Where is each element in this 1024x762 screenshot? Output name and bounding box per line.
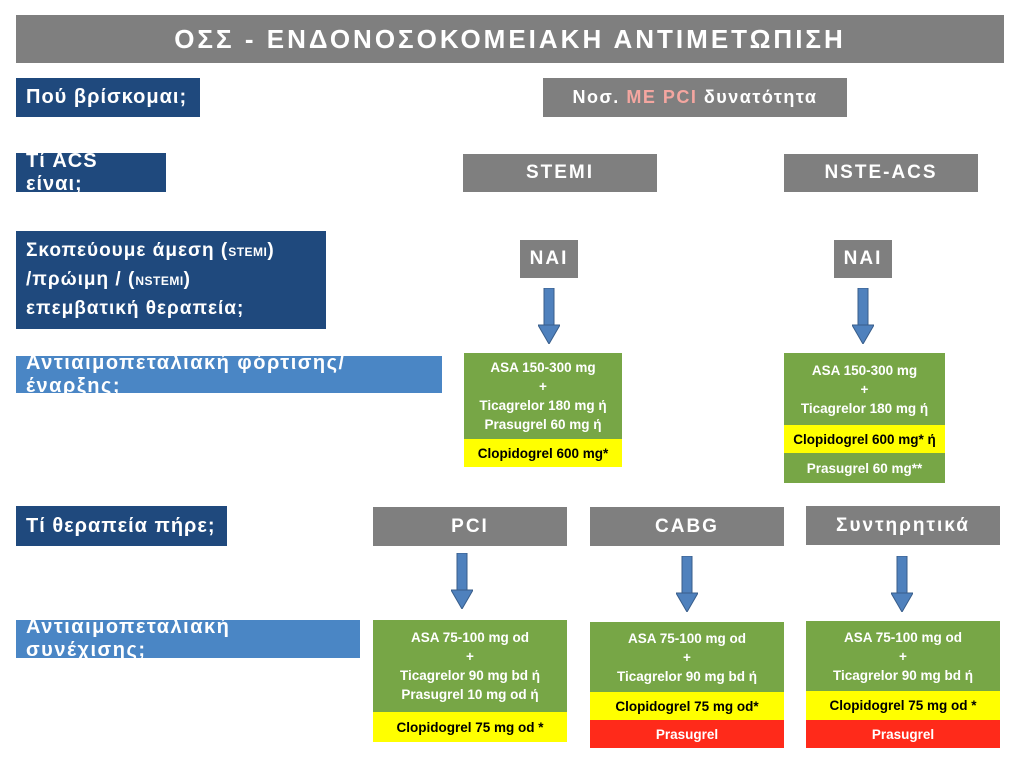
nste-loading-prasugrel: Prasugrel 60 mg** [784, 453, 945, 483]
down-arrow-icon [852, 288, 874, 344]
nste-acs-box: NSTE-ACS [784, 154, 978, 192]
stemi-loading-clopidogrel: Clopidogrel 600 mg* [464, 439, 622, 467]
location-box [543, 78, 847, 117]
down-arrow-icon [451, 553, 473, 609]
invasive-line-2: /πρώιμη / (NSTEMI) [26, 269, 191, 290]
location-suffix: δυνατότητα [703, 87, 818, 107]
question-loading: Αντιαιμοπεταλιακή φόρτισης/έναρξης; [16, 356, 442, 393]
invasive-line-1: Σκοπεύουμε άμεση (STEMI) [26, 240, 275, 261]
page-title: ΟΣΣ - ΕΝΔΟΝΟΣΟΚΟΜΕΙΑΚΗ ΑΝΤΙΜΕΤΩΠΙΣΗ [16, 15, 1004, 63]
location-accent: ΜΕ PCI [626, 87, 698, 107]
question-continuation: Αντιαιμοπεταλιακή συνέχισης; [16, 620, 360, 658]
stemi-box: STEMI [463, 154, 657, 192]
pci-continuation-box: ASA 75-100 mg od + Ticagrelor 90 mg bd ή Prasugrel 10 mg od ή [373, 620, 567, 712]
cabg-continuation-box: ASA 75-100 mg od + Ticagrelor 90 mg bd ή [590, 622, 784, 692]
question-therapy: Τί θεραπεία πήρε; [16, 506, 227, 546]
cabg-continuation-prasugrel: Prasugrel [590, 720, 784, 748]
nste-loading-clopidogrel: Clopidogrel 600 mg* ή [784, 425, 945, 453]
down-arrow-icon [891, 556, 913, 612]
conservative-continuation-box: ASA 75-100 mg od + Ticagrelor 90 mg bd ή [806, 621, 1000, 691]
cabg-box: CABG [590, 507, 784, 546]
question-invasive [16, 231, 326, 329]
nste-yes-box: ΝΑΙ [834, 240, 892, 278]
cabg-continuation-clopidogrel: Clopidogrel 75 mg od* [590, 692, 784, 720]
conservative-box: Συντηρητικά [806, 506, 1000, 545]
question-where: Πού βρίσκομαι; [16, 78, 200, 117]
nste-loading-box: ASA 150-300 mg + Ticagrelor 180 mg ή [784, 353, 945, 425]
pci-continuation-clopidogrel: Clopidogrel 75 mg od * [373, 712, 567, 742]
stemi-yes-box: ΝΑΙ [520, 240, 578, 278]
invasive-line-3: επεμβατική θεραπεία; [26, 298, 245, 319]
question-acs-type: Τί ACS είναι; [16, 153, 166, 192]
stemi-loading-box: ASA 150-300 mg + Ticagrelor 180 mg ή Prasugrel 60 mg ή [464, 353, 622, 439]
down-arrow-icon [538, 288, 560, 344]
down-arrow-icon [676, 556, 698, 612]
location-prefix: Νοσ. [572, 87, 620, 107]
conservative-continuation-clopidogrel: Clopidogrel 75 mg od * [806, 691, 1000, 720]
conservative-continuation-prasugrel: Prasugrel [806, 720, 1000, 748]
pci-box: PCI [373, 507, 567, 546]
